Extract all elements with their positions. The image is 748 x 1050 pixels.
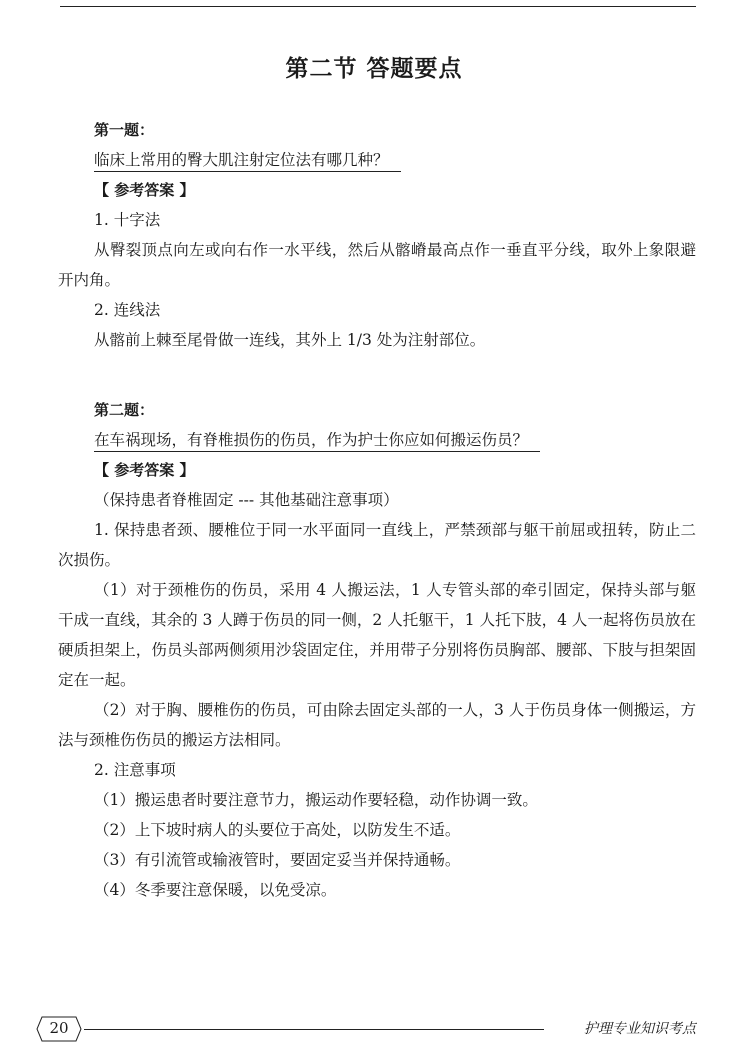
answer-1-line: 2. 连线法 xyxy=(94,301,161,319)
main-content xyxy=(58,115,696,905)
page-number-badge xyxy=(36,1016,82,1042)
answer-2-line: （3）有引流管或输液管时，要固定妥当并保持通畅。 xyxy=(94,851,461,869)
footer-rule xyxy=(84,1029,544,1030)
answer-2-line: 1. 保持患者颈、腰椎位于同一水平面同一直线上，严禁颈部与躯干前屈或扭转，防止二次损伤。 xyxy=(58,521,696,569)
question-1-label: 第一题： xyxy=(94,121,155,139)
question-2-label: 第二题： xyxy=(94,401,155,419)
answer-2-line: （保持患者脊椎固定 --- 其他基础注意事项） xyxy=(94,491,399,509)
page-footer xyxy=(0,1010,748,1046)
answer-1-line: 从臀裂顶点向左或向右作一水平线，然后从髂嵴最高点作一垂直平分线，取外上象限避开内角。 xyxy=(58,241,696,289)
answer-2-line: （2）对于胸、腰椎伤的伤员，可由除去固定头部的一人，3 人于伤员身体一侧搬运，方法与颈椎伤伤员的搬运方法相同。 xyxy=(58,701,696,749)
question-1-underlined: 临床上常用的臀大肌注射定位法有哪几种？ xyxy=(94,151,401,172)
section-gap xyxy=(58,355,696,395)
answer-2-line: （1）搬运患者时要注意节力，搬运动作要轻稳，动作协调一致。 xyxy=(94,791,538,809)
page-number: 20 xyxy=(49,1019,69,1037)
question-1-text xyxy=(58,145,696,175)
answer-2-line: （4）冬季要注意保暖，以免受凉。 xyxy=(94,881,337,899)
question-2-underlined: 在车祸现场，有脊椎损伤的伤员，作为护士你应如何搬运伤员？ xyxy=(94,431,540,452)
section-title: 第二节 答题要点 xyxy=(285,56,463,82)
answer-2-line: （2）上下坡时病人的头要位于高处，以防发生不适。 xyxy=(94,821,461,839)
top-rule xyxy=(60,6,696,7)
answer-1-line: 1. 十字法 xyxy=(94,211,161,229)
answer-1-line: 从髂前上棘至尾骨做一连线，其外上 1/3 处为注射部位。 xyxy=(94,331,486,349)
answer-1-label: 【 参考答案 】 xyxy=(94,181,195,199)
answer-2-line: 2. 注意事项 xyxy=(94,761,176,779)
footer-book-title: 护理专业知识考点 xyxy=(584,1021,696,1037)
question-2-text xyxy=(58,425,696,455)
answer-2-label: 【 参考答案 】 xyxy=(94,461,195,479)
answer-2-line: （1）对于颈椎伤的伤员，采用 4 人搬运法，1 人专管头部的牵引固定，保持头部与躯干成一直线，其余的 3 人蹲于伤员的同一侧，2 人托躯干，1 人托下肢，4 人一起将伤员放在硬质担架上，伤员头部两侧须用沙袋固定住，并用带子分别将伤员胸部、腰部、下肢与担架固定在一起。 xyxy=(58,581,696,689)
